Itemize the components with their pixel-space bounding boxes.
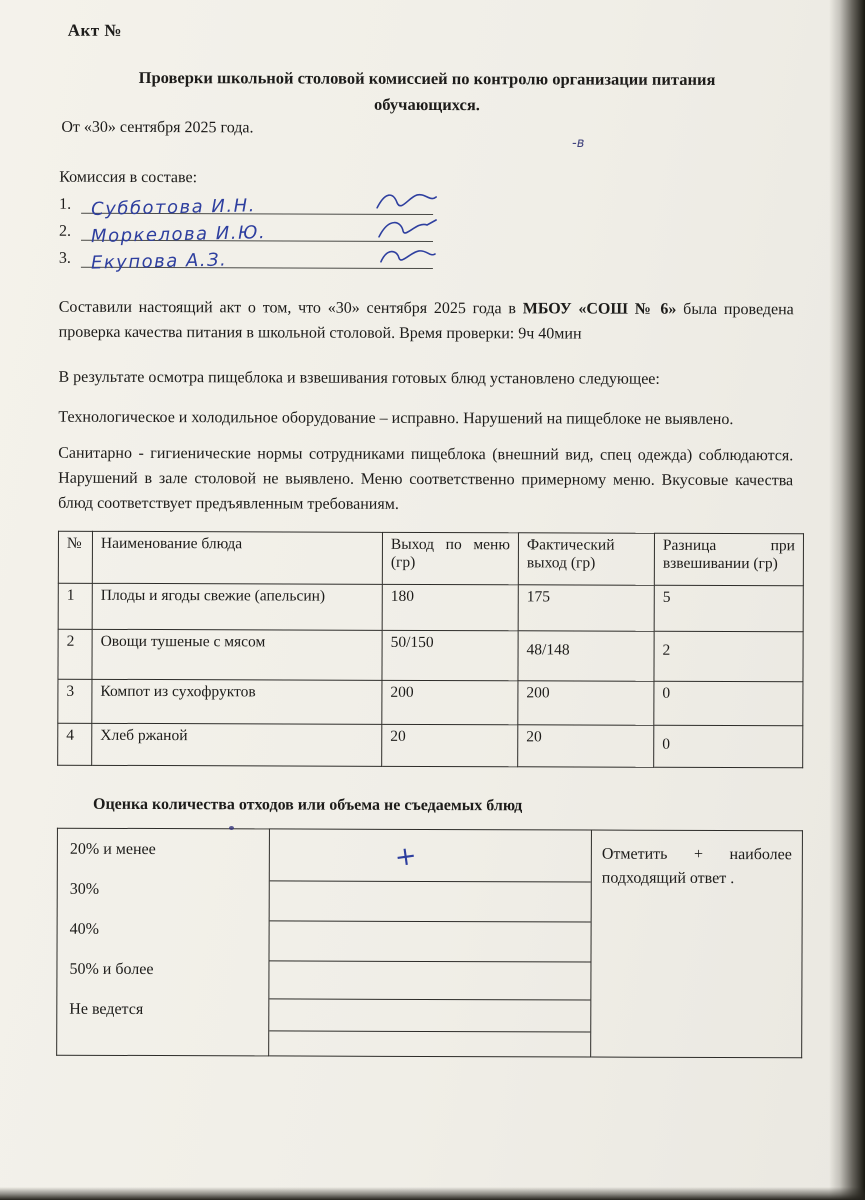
waste-options-cell — [57, 828, 270, 1056]
answer-row-1 — [270, 829, 591, 882]
scan-shadow-bottom — [0, 1187, 865, 1200]
commission-member-2 — [59, 214, 794, 248]
col-header-num: № — [58, 531, 92, 583]
cell-dish-name: Плоды и ягоды свежие (апельсин) — [92, 583, 382, 630]
cell-menu-output: 180 — [382, 584, 518, 630]
cell-actual-output: 175 — [518, 585, 654, 631]
paragraph-text: Составили настоящий акт о том, что «30» сентября 2025 года в — [58, 298, 523, 318]
cell-actual-output: 20 — [518, 725, 654, 767]
waste-answer-cell — [269, 829, 592, 1057]
cell-difference: 0 — [654, 725, 803, 768]
waste-note-cell: Отметить + наиболее подходящий ответ . — [591, 830, 803, 1058]
date-line: От «30» сентября 2025 года. — [61, 118, 254, 137]
cell-menu-output: 50/150 — [382, 630, 518, 680]
waste-table — [56, 827, 803, 1058]
cell-actual-output: 200 — [518, 681, 654, 725]
member-number: 1. — [59, 195, 72, 213]
commission-member-1 — [59, 187, 794, 221]
cell-difference: 0 — [654, 681, 803, 726]
waste-option: 20% и менее — [69, 840, 156, 858]
col-header-menu-output: Выход по меню (гр) — [382, 532, 518, 584]
signature-line — [81, 242, 433, 274]
cell-actual-output: 48/148 — [518, 631, 654, 681]
act-number-heading: Акт № — [67, 20, 123, 40]
paragraph-sanitary: Санитарно - гигиенические нормы сотрудниками пищеблока (внешний вид, спец одежда) соблюдаются. Нарушений в зале столовой не выявлено. Меню соответственно примерному меню. Вкусовые качества блюд соответствует предъявленным требованиям. — [58, 445, 794, 513]
cell-menu-output: 200 — [382, 680, 518, 724]
handwritten-signature: Екупова А.З. — [90, 249, 228, 274]
paragraph-text: была проведена проверка качества питания в школьной столовой. Время проверки: 9ч 40мин — [58, 300, 794, 343]
document-title: Проверки школьной столовой комиссией по контролю организации питания обучающихся. — [138, 67, 716, 114]
commission-label: Комиссия в составе: — [59, 168, 198, 187]
cell-num: 4 — [58, 723, 92, 765]
member-number: 3. — [58, 249, 71, 267]
answer-row-6 — [269, 1031, 590, 1056]
dishes-table — [57, 530, 804, 768]
answer-row-3 — [269, 921, 590, 962]
school-name: МБОУ «СОШ № 6» — [522, 300, 677, 318]
signature-flourish-icon — [375, 242, 439, 270]
answer-row-4 — [269, 961, 590, 1000]
handwritten-signature: Моркелова И.Ю. — [90, 222, 267, 248]
waste-option: 30% — [69, 880, 100, 898]
cell-dish-name: Хлеб ржаной — [92, 723, 382, 766]
table-row — [58, 629, 803, 682]
col-header-dish: Наименование блюда — [92, 531, 382, 584]
cell-num: 2 — [58, 629, 92, 679]
waste-option: Не ведется — [69, 1000, 144, 1018]
cell-num: 1 — [58, 583, 92, 629]
cell-menu-output: 20 — [382, 724, 518, 766]
table-row — [58, 723, 803, 768]
col-header-difference: Разница при взвешивании (гр) — [654, 533, 803, 586]
handwritten-signature: Субботова И.Н. — [90, 195, 257, 221]
answer-row-5 — [269, 999, 590, 1032]
waste-option: 40% — [69, 920, 99, 938]
paragraph-act-statement — [59, 296, 794, 348]
paragraph-equipment: Технологическое и холодильное оборудование – исправно. Нарушений на пищеблоке не выявлено. — [58, 408, 734, 428]
table-row — [58, 679, 803, 726]
col-header-actual-output: Фактический выход (гр) — [518, 533, 654, 585]
waste-section-title: Оценка количества отходов или объема не съедаемых блюд — [93, 795, 523, 815]
stray-ink-mark: -в — [572, 136, 585, 151]
ink-dot-artifact — [229, 826, 234, 830]
dishes-header-row — [58, 531, 803, 586]
member-number: 2. — [59, 222, 72, 240]
cell-dish-name: Овощи тушеные с мясом — [92, 629, 382, 680]
signature-line — [81, 188, 433, 221]
waste-option: 50% и более — [69, 960, 154, 978]
cell-num: 3 — [58, 679, 92, 723]
answer-row-2 — [270, 881, 591, 922]
cell-difference: 2 — [654, 631, 803, 682]
commission-member-3 — [58, 241, 794, 274]
paragraph-inspection-result: В результате осмотра пищеблока и взвешивания готовых блюд установлено следующее: — [58, 368, 660, 388]
cell-dish-name: Компот из сухофруктов — [92, 679, 382, 724]
signature-flourish-icon — [375, 188, 439, 216]
table-row — [58, 583, 803, 632]
cell-difference: 5 — [654, 585, 803, 632]
signature-flourish-icon — [375, 215, 439, 243]
handwritten-plus-mark: + — [392, 840, 419, 873]
signature-line — [81, 215, 433, 248]
